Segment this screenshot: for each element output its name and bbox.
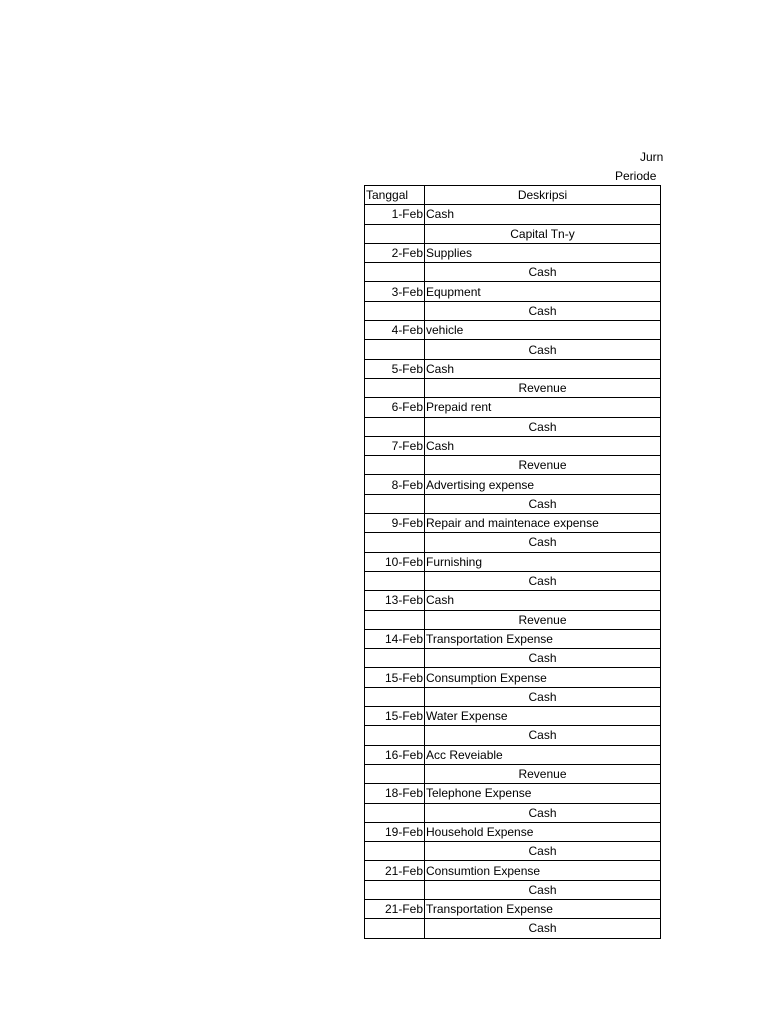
debit-account-cell[interactable]: Prepaid rent bbox=[425, 398, 661, 417]
debit-account-cell[interactable]: Cash bbox=[425, 591, 661, 610]
date-cell[interactable] bbox=[365, 224, 425, 243]
debit-account-cell[interactable]: Furnishing bbox=[425, 552, 661, 571]
date-cell[interactable] bbox=[365, 494, 425, 513]
table-row bbox=[365, 822, 661, 841]
date-cell[interactable] bbox=[365, 880, 425, 899]
table-row bbox=[365, 224, 661, 243]
journal-table-body bbox=[365, 186, 661, 939]
credit-account-cell[interactable]: Revenue bbox=[425, 610, 661, 629]
table-row bbox=[365, 321, 661, 340]
table-row bbox=[365, 726, 661, 745]
debit-account-cell[interactable]: Cash bbox=[425, 359, 661, 378]
table-header-row bbox=[365, 186, 661, 205]
date-cell[interactable] bbox=[365, 764, 425, 783]
table-row bbox=[365, 919, 661, 938]
table-row bbox=[365, 417, 661, 436]
credit-account-cell[interactable]: Cash bbox=[425, 417, 661, 436]
debit-account-cell[interactable]: Supplies bbox=[425, 243, 661, 262]
table-row bbox=[365, 340, 661, 359]
credit-account-cell[interactable]: Cash bbox=[425, 726, 661, 745]
table-row bbox=[365, 494, 661, 513]
debit-account-cell[interactable]: Consumtion Expense bbox=[425, 861, 661, 880]
date-cell[interactable] bbox=[365, 533, 425, 552]
table-row bbox=[365, 475, 661, 494]
debit-account-cell[interactable]: Transportation Expense bbox=[425, 899, 661, 918]
date-cell[interactable] bbox=[365, 726, 425, 745]
credit-account-cell[interactable]: Cash bbox=[425, 649, 661, 668]
date-cell[interactable]: 13-Feb bbox=[365, 591, 425, 610]
debit-account-cell[interactable]: vehicle bbox=[425, 321, 661, 340]
date-cell[interactable]: 1-Feb bbox=[365, 205, 425, 224]
credit-account-cell[interactable]: Cash bbox=[425, 340, 661, 359]
date-cell[interactable] bbox=[365, 417, 425, 436]
credit-account-cell[interactable]: Revenue bbox=[425, 764, 661, 783]
date-cell[interactable] bbox=[365, 610, 425, 629]
credit-account-cell[interactable]: Cash bbox=[425, 803, 661, 822]
table-row bbox=[365, 784, 661, 803]
table-row bbox=[365, 378, 661, 397]
date-cell[interactable]: 9-Feb bbox=[365, 514, 425, 533]
credit-account-cell[interactable]: Capital Tn-y bbox=[425, 224, 661, 243]
table-row bbox=[365, 359, 661, 378]
date-cell[interactable] bbox=[365, 687, 425, 706]
debit-account-cell[interactable]: Cash bbox=[425, 205, 661, 224]
table-row bbox=[365, 533, 661, 552]
date-cell[interactable] bbox=[365, 301, 425, 320]
journal-period: Periode bbox=[615, 169, 657, 183]
table-row bbox=[365, 899, 661, 918]
table-row bbox=[365, 668, 661, 687]
table-row bbox=[365, 282, 661, 301]
table-row bbox=[365, 861, 661, 880]
credit-account-cell[interactable]: Cash bbox=[425, 263, 661, 282]
date-cell[interactable] bbox=[365, 263, 425, 282]
date-cell[interactable] bbox=[365, 571, 425, 590]
date-cell[interactable]: 5-Feb bbox=[365, 359, 425, 378]
debit-account-cell[interactable]: Cash bbox=[425, 436, 661, 455]
table-row bbox=[365, 591, 661, 610]
debit-account-cell[interactable]: Advertising expense bbox=[425, 475, 661, 494]
debit-account-cell[interactable]: Transportation Expense bbox=[425, 629, 661, 648]
table-row bbox=[365, 610, 661, 629]
date-cell[interactable]: 19-Feb bbox=[365, 822, 425, 841]
table-row bbox=[365, 842, 661, 861]
date-cell[interactable]: 3-Feb bbox=[365, 282, 425, 301]
credit-account-cell[interactable]: Cash bbox=[425, 571, 661, 590]
date-cell[interactable]: 8-Feb bbox=[365, 475, 425, 494]
table-row bbox=[365, 301, 661, 320]
table-row bbox=[365, 514, 661, 533]
column-header-date[interactable]: Tanggal bbox=[365, 186, 425, 205]
table-row bbox=[365, 571, 661, 590]
credit-account-cell[interactable]: Revenue bbox=[425, 378, 661, 397]
date-cell[interactable] bbox=[365, 649, 425, 668]
table-row bbox=[365, 649, 661, 668]
date-cell[interactable] bbox=[365, 919, 425, 938]
credit-account-cell[interactable]: Cash bbox=[425, 494, 661, 513]
date-cell[interactable]: 7-Feb bbox=[365, 436, 425, 455]
table-row bbox=[365, 552, 661, 571]
table-row bbox=[365, 707, 661, 726]
debit-account-cell[interactable]: Repair and maintenace expense bbox=[425, 514, 661, 533]
journal-title: Jurn bbox=[640, 150, 664, 164]
journal-table bbox=[364, 185, 661, 939]
credit-account-cell[interactable]: Cash bbox=[425, 687, 661, 706]
credit-account-cell[interactable]: Revenue bbox=[425, 456, 661, 475]
table-row bbox=[365, 764, 661, 783]
table-row bbox=[365, 880, 661, 899]
credit-account-cell[interactable]: Cash bbox=[425, 919, 661, 938]
debit-account-cell[interactable]: Water Expense bbox=[425, 707, 661, 726]
date-cell[interactable] bbox=[365, 456, 425, 475]
table-row bbox=[365, 629, 661, 648]
date-cell[interactable]: 4-Feb bbox=[365, 321, 425, 340]
date-cell[interactable]: 10-Feb bbox=[365, 552, 425, 571]
table-row bbox=[365, 456, 661, 475]
date-cell[interactable]: 18-Feb bbox=[365, 784, 425, 803]
table-row bbox=[365, 745, 661, 764]
debit-account-cell[interactable]: Household Expense bbox=[425, 822, 661, 841]
date-cell[interactable]: 16-Feb bbox=[365, 745, 425, 764]
table-row bbox=[365, 243, 661, 262]
credit-account-cell[interactable]: Cash bbox=[425, 880, 661, 899]
credit-account-cell[interactable]: Cash bbox=[425, 842, 661, 861]
table-row bbox=[365, 436, 661, 455]
table-row bbox=[365, 263, 661, 282]
date-cell[interactable] bbox=[365, 340, 425, 359]
debit-account-cell[interactable]: Equpment bbox=[425, 282, 661, 301]
credit-account-cell[interactable]: Cash bbox=[425, 533, 661, 552]
date-cell[interactable]: 21-Feb bbox=[365, 899, 425, 918]
column-header-description[interactable]: Deskripsi bbox=[425, 186, 661, 205]
date-cell[interactable]: 21-Feb bbox=[365, 861, 425, 880]
date-cell[interactable]: 14-Feb bbox=[365, 629, 425, 648]
table-row bbox=[365, 205, 661, 224]
debit-account-cell[interactable]: Telephone Expense bbox=[425, 784, 661, 803]
table-row bbox=[365, 398, 661, 417]
date-cell[interactable]: 2-Feb bbox=[365, 243, 425, 262]
date-cell[interactable] bbox=[365, 803, 425, 822]
table-row bbox=[365, 687, 661, 706]
table-row bbox=[365, 803, 661, 822]
date-cell[interactable]: 15-Feb bbox=[365, 668, 425, 687]
date-cell[interactable]: 15-Feb bbox=[365, 707, 425, 726]
debit-account-cell[interactable]: Acc Reveiable bbox=[425, 745, 661, 764]
date-cell[interactable]: 6-Feb bbox=[365, 398, 425, 417]
date-cell[interactable] bbox=[365, 378, 425, 397]
date-cell[interactable] bbox=[365, 842, 425, 861]
credit-account-cell[interactable]: Cash bbox=[425, 301, 661, 320]
debit-account-cell[interactable]: Consumption Expense bbox=[425, 668, 661, 687]
